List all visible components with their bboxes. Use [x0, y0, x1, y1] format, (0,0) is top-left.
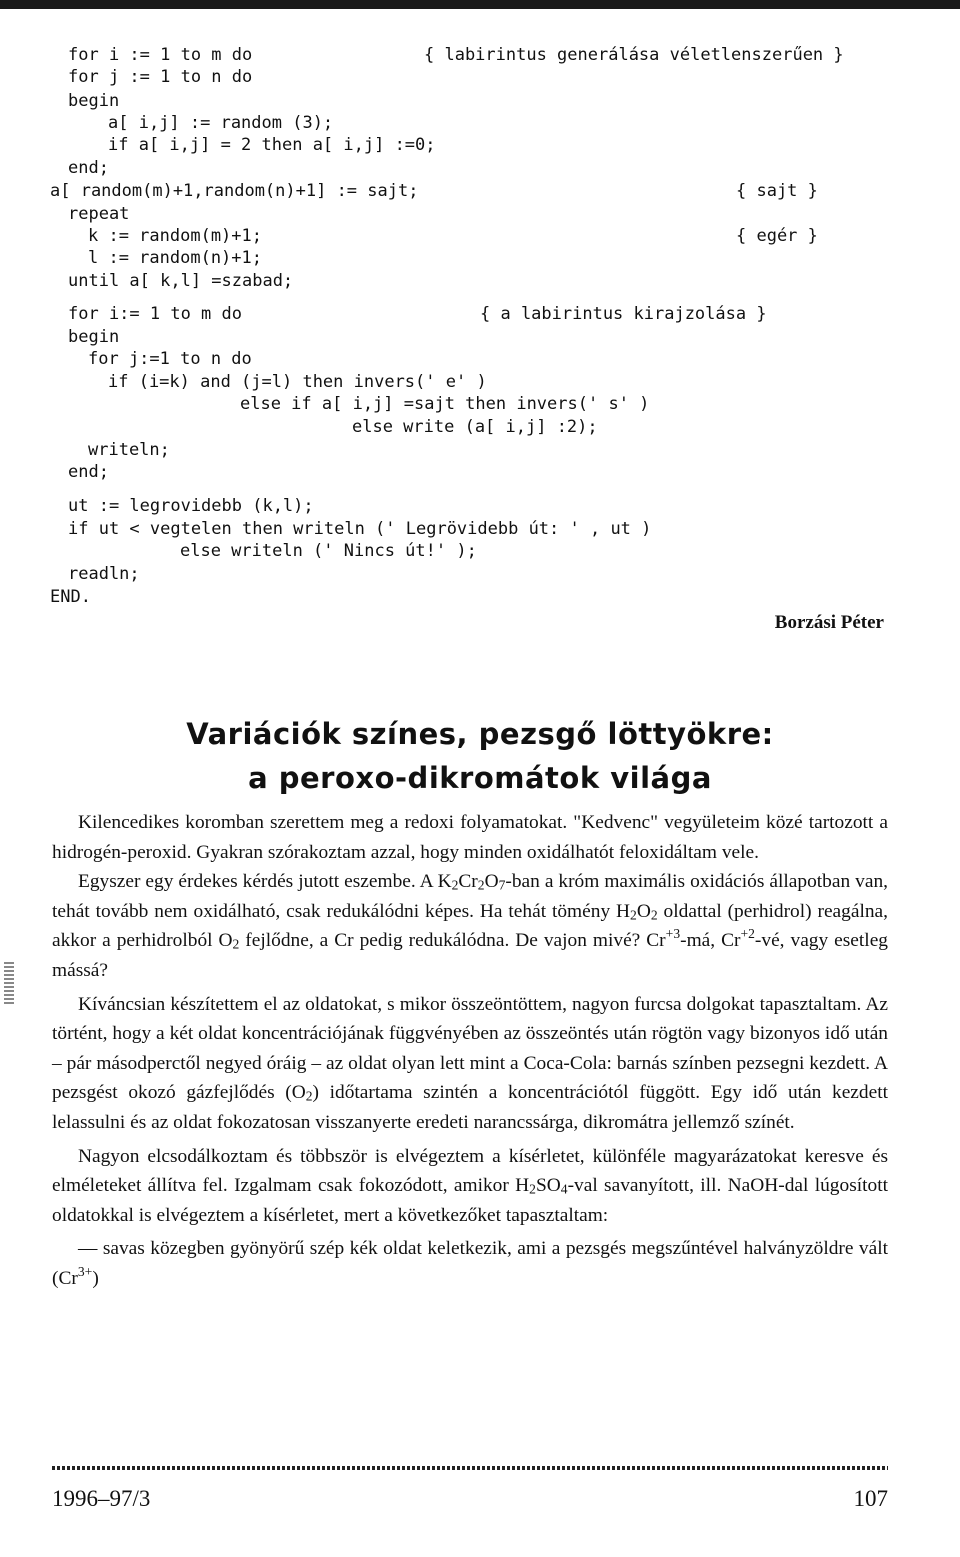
code-line: if a[ i,j] = 2 then a[ i,j] :=0; [108, 135, 436, 155]
paragraph: Kíváncsian készítettem el az oldatokat, s mikor összeöntöttem, nagyon furcsa dolgokat tapasztaltam. Az történt, hogy a két oldat koncentrációjának függvényében az összeöntés után rögtön vagy bizonyos idő után – pár másodperctől negyed óráig – az oldat olyan lett mint a Coca-Cola: barnás színben pezsegni kezdett. A pezsgést okozó gázfejlődés $(O_2)$ időtartama szintén a koncentrációtól függött. Egy idő után kezdett lelassulni és az oldat fokozatosan visszanyerte eredeti narancssárga, dikromátra jellemző színét. [52, 993, 888, 1133]
code-line: begin [68, 327, 120, 347]
code-line: a[ i,j] := random (3); [108, 113, 334, 133]
code-line: else if a[ i,j] =sajt then invers(' s' ) [240, 394, 650, 414]
code-line: repeat [68, 204, 130, 224]
code-line: else write (a[ i,j] :2); [352, 417, 598, 437]
code-listing [0, 0, 960, 640]
title-line-1: Variációk színes, pezsgő löttyökre: [186, 717, 774, 751]
issue-number: 1996–97/3 [52, 1486, 151, 1511]
code-line: readln; [68, 564, 140, 584]
code-line: writeln; [88, 440, 170, 460]
article-body [52, 808, 888, 1298]
author-name: Borzási Péter [774, 612, 884, 633]
code-line: end; [68, 158, 109, 178]
paragraph: Egyszer egy érdekes kérdés jutott eszembe. A $K_2Cr_2O_7$-ban a króm maximális oxidációs állapotban van, tehát tovább nem oxidálható, csak redukálódni képes. Ha tehát tömény $H_2O_2$ oldattal (perhidrol) reagálna, akkor a perhidrolból $O_2$ fejlődne, a Cr pedig redukálódna. De vajon mivé? $Cr^{+3}-má$, $Cr^{+2}-vé$, vagy esetleg mássá? [52, 871, 889, 981]
footer-rule [52, 1466, 888, 1470]
code-comment: { egér } [736, 226, 818, 246]
code-line: if (i=k) and (j=l) then invers(' e' ) [108, 372, 487, 392]
code-line: END. [50, 587, 91, 607]
paragraph: Nagyon elcsodálkoztam és többször is elvégeztem a kísérletet, különféle magyarázatokat keresve és elméleteket állítva fel. Izgalmam csak fokozódott, amikor $H_2SO_4$-val savanyított, ill. NaOH-dal lúgosított oldatokkal is elvégeztem a kísérletet, mert a következőket tapasztaltam: [52, 1145, 888, 1226]
page-number: 107 [853, 1486, 888, 1511]
code-line: for i:= 1 to m do [68, 304, 242, 324]
code-line: l := random(n)+1; [88, 248, 262, 268]
code-comment: { sajt } [736, 181, 818, 201]
code-comment: { a labirintus kirajzolása } [480, 304, 767, 324]
code-line: for j := 1 to n do [68, 67, 253, 87]
code-comment: { labirintus generálása véletlenszerűen } [424, 45, 844, 65]
code-line: ut := legrovidebb (k,l); [68, 496, 314, 516]
code-line: if ut < vegtelen then writeln (' Legrövidebb út: ' , ut ) [68, 519, 652, 539]
code-line: end; [68, 462, 109, 482]
paragraph: Kilencedikes koromban szerettem meg a redoxi folyamatokat. "Kedvenc" vegyületeim közé tartozott a hidrogén-peroxid. Gyakran szórakoztam azzal, hogy minden oxidálhatót feloxidáltam vele. [52, 812, 888, 863]
code-line: begin [68, 91, 120, 111]
code-line: for i := 1 to m do [68, 45, 253, 65]
code-line: k := random(m)+1; [88, 226, 262, 246]
code-line: a[ random(m)+1,random(n)+1] := sajt; [50, 181, 419, 201]
title-line-2: a peroxo-dikromátok világa [248, 761, 712, 795]
paragraph: — savas közegben gyönyörű szép kék oldat keletkezik, ami a pezsgés megszűntével halványzöldre vált $(Cr^{3+})$ [52, 1238, 888, 1289]
code-line: for j:=1 to n do [88, 349, 252, 369]
scan-mark [4, 962, 14, 1006]
code-line: else writeln (' Nincs út!' ); [180, 541, 477, 561]
code-line: until a[ k,l] =szabad; [68, 271, 294, 291]
article-title [0, 712, 960, 800]
